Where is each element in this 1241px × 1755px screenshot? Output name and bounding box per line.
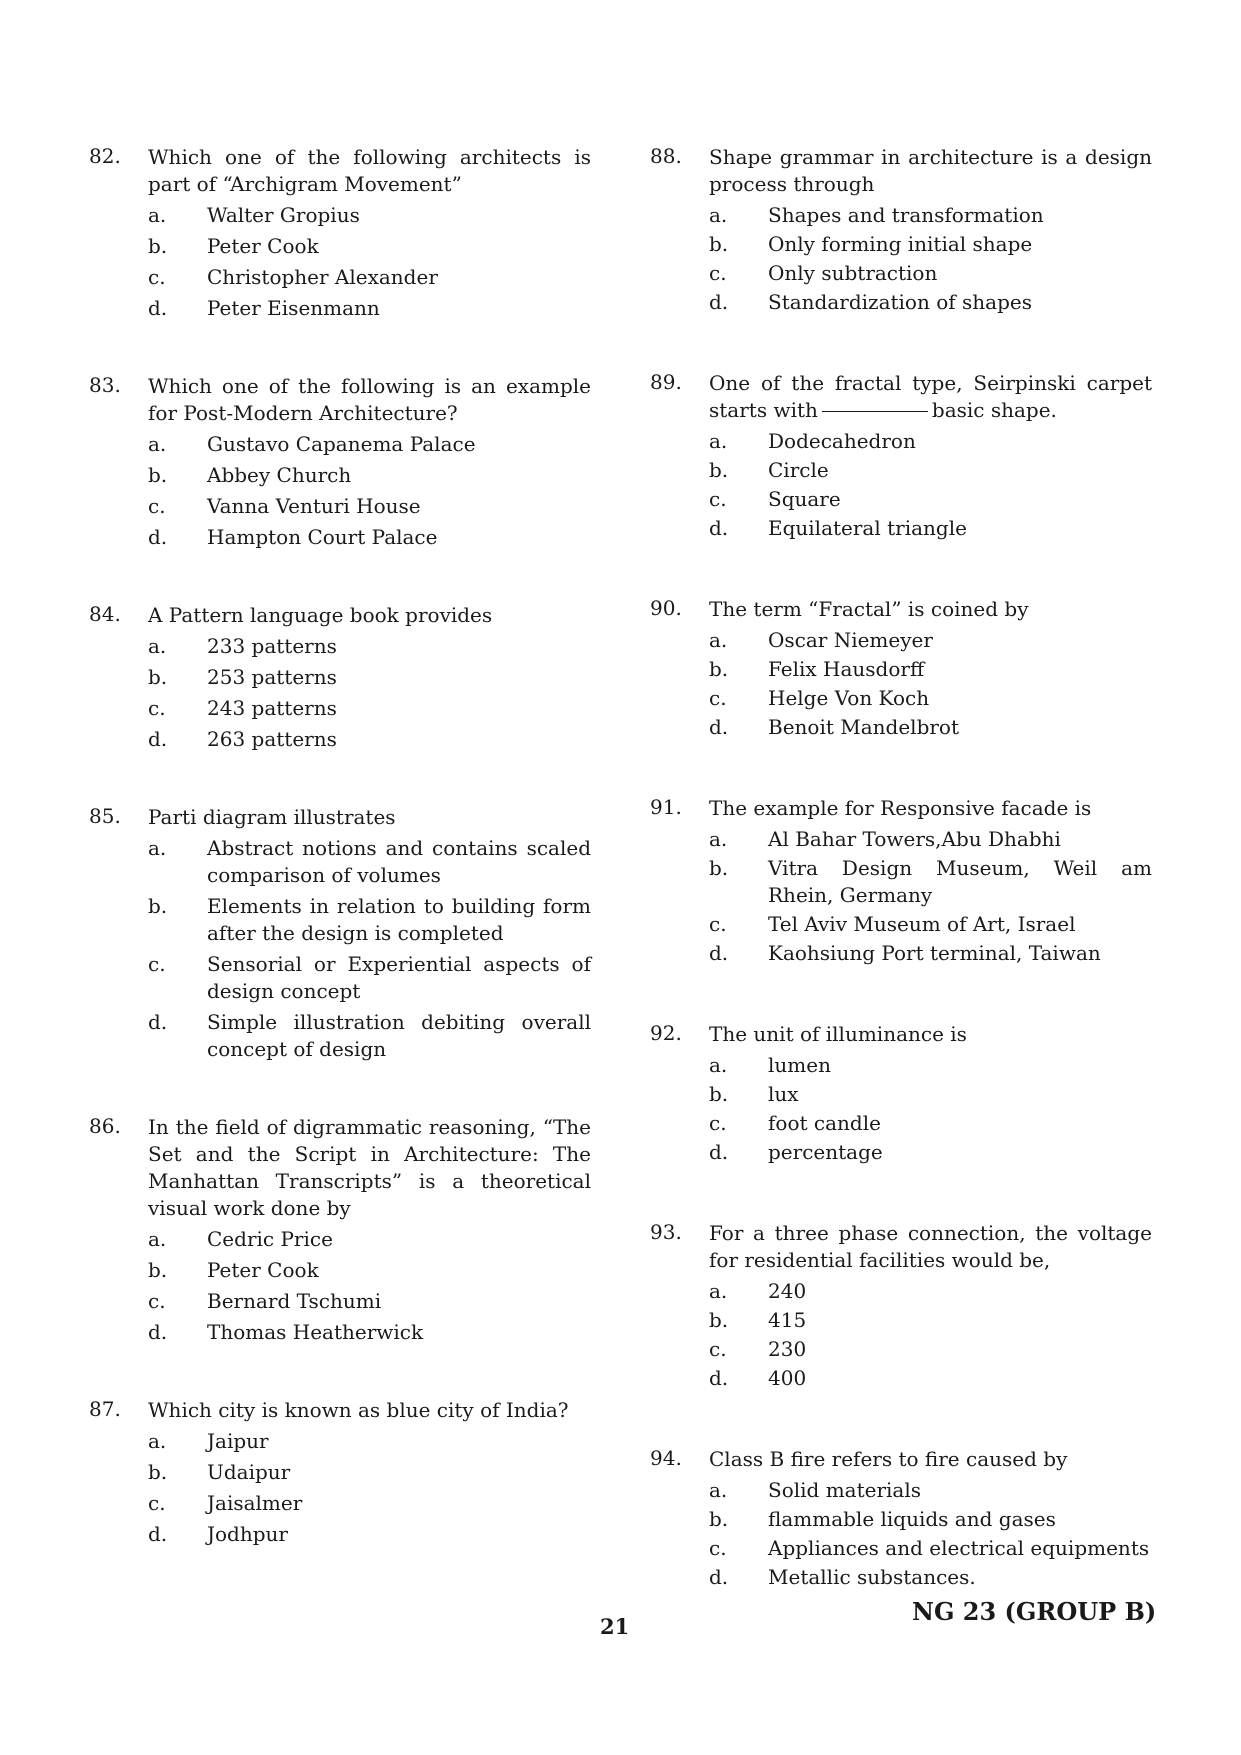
option-label: b.: [148, 1258, 168, 1282]
option-text: Al Bahar Towers,Abu Dhabhi: [768, 827, 1061, 851]
option-c: [148, 951, 591, 1005]
option-label: b.: [709, 1308, 729, 1332]
option-label: d.: [709, 290, 729, 314]
question-number: 85.: [89, 804, 121, 828]
question-number: 88.: [650, 144, 682, 168]
question-number: 90.: [650, 596, 682, 620]
option-text: Bernard Tschumi: [207, 1289, 382, 1313]
option-text: Equilateral triangle: [768, 516, 967, 540]
option-label: c.: [709, 686, 727, 710]
option-text: 240: [768, 1279, 807, 1303]
option-label: c.: [148, 1289, 166, 1313]
question-text-after-blank: basic shape.: [931, 398, 1057, 422]
option-c: [148, 695, 591, 722]
question-89: [650, 370, 1152, 542]
option-text: Elements in relation to building form after the design is completed: [207, 894, 591, 945]
options-list: [709, 428, 1152, 542]
option-text: Abstract notions and contains scaled comparison of volumes: [207, 836, 591, 887]
option-text: Christopher Alexander: [207, 265, 438, 289]
option-a: [148, 1428, 591, 1455]
option-b: [709, 656, 1152, 683]
option-text: Square: [768, 487, 841, 511]
option-text: Abbey Church: [207, 463, 352, 487]
option-text: Hampton Court Palace: [207, 525, 438, 549]
options-list: [709, 202, 1152, 316]
option-text: Benoit Mandelbrot: [768, 715, 960, 739]
option-label: a.: [709, 1478, 728, 1502]
option-label: a.: [709, 628, 728, 652]
option-c: [148, 264, 591, 291]
option-a: [709, 1278, 1152, 1305]
option-d: [709, 1365, 1152, 1392]
question-92: [650, 1021, 1152, 1166]
option-label: d.: [148, 525, 168, 549]
question-85: [89, 804, 591, 1063]
option-text: Felix Hausdorff: [768, 657, 925, 681]
option-b: [148, 233, 591, 260]
options-list: [148, 1428, 591, 1548]
option-text: Peter Cook: [207, 1258, 319, 1282]
option-label: d.: [709, 1366, 729, 1390]
option-text: 243 patterns: [207, 696, 337, 720]
option-text: Jaipur: [207, 1429, 269, 1453]
option-label: b.: [148, 1460, 168, 1484]
option-d: [709, 515, 1152, 542]
page-number: 21: [600, 1614, 630, 1639]
option-text: Standardization of shapes: [768, 290, 1032, 314]
question-number: 91.: [650, 795, 682, 819]
option-b: [709, 457, 1152, 484]
option-c: [709, 486, 1152, 513]
option-d: [148, 1521, 591, 1548]
option-d: [709, 1139, 1152, 1166]
option-text: Kaohsiung Port terminal, Taiwan: [768, 941, 1101, 965]
options-list: [709, 627, 1152, 741]
option-label: a.: [148, 1429, 167, 1453]
option-text: Shapes and transformation: [768, 203, 1044, 227]
question-number: 82.: [89, 144, 121, 168]
question-text: [709, 370, 1152, 424]
question-text: For a three phase connection, the voltage for residential facilities would be,: [709, 1221, 1152, 1272]
options-list: [709, 1278, 1152, 1392]
option-text: percentage: [768, 1140, 883, 1164]
option-c: [709, 1336, 1152, 1363]
question-88: [650, 144, 1152, 316]
option-c: [709, 260, 1152, 287]
option-d: [148, 524, 591, 551]
option-d: [148, 726, 591, 753]
option-c: [709, 911, 1152, 938]
question-number: 84.: [89, 602, 121, 626]
option-label: d.: [709, 715, 729, 739]
option-label: c.: [148, 1491, 166, 1515]
question-number: 87.: [89, 1397, 121, 1421]
option-text: Tel Aviv Museum of Art, Israel: [768, 912, 1076, 936]
option-label: c.: [709, 1536, 727, 1560]
question-text: Parti diagram illustrates: [148, 805, 396, 829]
option-text: Metallic substances.: [768, 1565, 976, 1589]
option-a: [709, 1477, 1152, 1504]
option-d: [148, 1009, 591, 1063]
option-label: d.: [709, 1140, 729, 1164]
option-label: a.: [709, 1053, 728, 1077]
option-label: d.: [148, 1522, 168, 1546]
question-text: Class B fire refers to fire caused by: [709, 1447, 1068, 1471]
option-text: Walter Gropius: [207, 203, 360, 227]
option-a: [148, 633, 591, 660]
option-label: a.: [148, 836, 167, 860]
option-label: d.: [148, 1320, 168, 1344]
question-text-before-blank: One of the fractal type, Seirpinski carpet starts with: [709, 371, 1152, 422]
option-d: [148, 1319, 591, 1346]
question-number: 92.: [650, 1021, 682, 1045]
option-label: b.: [709, 856, 729, 880]
option-a: [709, 826, 1152, 853]
option-label: c.: [148, 696, 166, 720]
option-text: Thomas Heatherwick: [207, 1320, 424, 1344]
question-text: Shape grammar in architecture is a design process through: [709, 145, 1152, 196]
option-a: [709, 627, 1152, 654]
option-text: Oscar Niemeyer: [768, 628, 933, 652]
option-text: Udaipur: [207, 1460, 291, 1484]
option-label: a.: [709, 429, 728, 453]
question-text: The term “Fractal” is coined by: [709, 597, 1029, 621]
option-text: 263 patterns: [207, 727, 337, 751]
left-column: [89, 144, 591, 1552]
option-text: Peter Eisenmann: [207, 296, 380, 320]
question-text: The example for Responsive facade is: [709, 796, 1092, 820]
option-c: [709, 1535, 1152, 1562]
option-label: a.: [148, 1227, 167, 1251]
option-c: [709, 1110, 1152, 1137]
answer-blank: [822, 411, 928, 412]
option-label: b.: [709, 458, 729, 482]
option-b: [148, 1257, 591, 1284]
option-b: [148, 462, 591, 489]
option-b: [709, 1307, 1152, 1334]
question-87: [89, 1397, 591, 1548]
question-number: 89.: [650, 370, 682, 394]
question-text: Which one of the following architects is part of “Archigram Movement”: [148, 145, 591, 196]
option-label: c.: [709, 487, 727, 511]
question-text: In the field of digrammatic reasoning, “The Set and the Script in Architecture: The Manhattan Transcripts” is a theoretical visual work done by: [148, 1115, 591, 1220]
options-list: [148, 202, 591, 322]
option-b: [709, 231, 1152, 258]
option-text: Vanna Venturi House: [207, 494, 421, 518]
option-c: [709, 685, 1152, 712]
option-label: a.: [148, 432, 167, 456]
option-label: c.: [148, 494, 166, 518]
option-text: Vitra Design Museum, Weil am Rhein, Germany: [768, 856, 1152, 907]
options-list: [709, 1052, 1152, 1166]
option-a: [148, 431, 591, 458]
question-83: [89, 373, 591, 551]
option-label: d.: [709, 941, 729, 965]
question-text: A Pattern language book provides: [148, 603, 493, 627]
options-list: [148, 431, 591, 551]
option-label: b.: [148, 894, 168, 918]
option-label: c.: [148, 952, 166, 976]
option-label: d.: [709, 1565, 729, 1589]
option-a: [148, 835, 591, 889]
option-label: b.: [148, 234, 168, 258]
option-b: [148, 1459, 591, 1486]
option-label: a.: [709, 203, 728, 227]
option-label: b.: [148, 665, 168, 689]
option-label: d.: [148, 727, 168, 751]
option-text: Jodhpur: [207, 1522, 288, 1546]
option-label: b.: [709, 657, 729, 681]
question-number: 93.: [650, 1220, 682, 1244]
options-list: [148, 1226, 591, 1346]
question-text: The unit of illuminance is: [709, 1022, 967, 1046]
option-label: c.: [709, 912, 727, 936]
paper-code: NG 23 (GROUP B): [912, 1597, 1157, 1626]
option-text: Only subtraction: [768, 261, 938, 285]
option-b: [709, 1081, 1152, 1108]
option-a: [709, 428, 1152, 455]
option-b: [709, 855, 1152, 909]
option-text: Only forming initial shape: [768, 232, 1033, 256]
option-b: [709, 1506, 1152, 1533]
option-label: b.: [709, 1507, 729, 1531]
option-text: Solid materials: [768, 1478, 921, 1502]
option-text: 400: [768, 1366, 807, 1390]
option-label: a.: [709, 827, 728, 851]
option-label: c.: [709, 1111, 727, 1135]
option-label: b.: [709, 232, 729, 256]
question-84: [89, 602, 591, 753]
question-90: [650, 596, 1152, 741]
question-number: 86.: [89, 1114, 121, 1138]
option-text: Sensorial or Experiential aspects of design concept: [207, 952, 591, 1003]
question-text: Which one of the following is an example for Post-Modern Architecture?: [148, 374, 591, 425]
question-86: [89, 1114, 591, 1346]
options-list: [148, 835, 591, 1063]
question-94: [650, 1446, 1152, 1591]
option-d: [148, 295, 591, 322]
option-c: [148, 493, 591, 520]
option-label: d.: [148, 1010, 168, 1034]
option-label: c.: [148, 265, 166, 289]
option-d: [709, 940, 1152, 967]
option-text: lux: [768, 1082, 799, 1106]
option-label: c.: [709, 261, 727, 285]
question-number: 83.: [89, 373, 121, 397]
options-list: [148, 633, 591, 753]
option-text: 230: [768, 1337, 807, 1361]
option-text: Circle: [768, 458, 829, 482]
option-d: [709, 714, 1152, 741]
option-text: lumen: [768, 1053, 831, 1077]
option-text: 253 patterns: [207, 665, 337, 689]
question-number: 94.: [650, 1446, 682, 1470]
option-b: [148, 664, 591, 691]
option-a: [148, 202, 591, 229]
option-b: [148, 893, 591, 947]
option-label: d.: [148, 296, 168, 320]
option-text: Cedric Price: [207, 1227, 333, 1251]
question-93: [650, 1220, 1152, 1392]
option-label: d.: [709, 516, 729, 540]
option-d: [709, 1564, 1152, 1591]
option-a: [148, 1226, 591, 1253]
option-text: Appliances and electrical equipments: [768, 1536, 1150, 1560]
option-a: [709, 202, 1152, 229]
option-text: Simple illustration debiting overall concept of design: [207, 1010, 591, 1061]
options-list: [709, 826, 1152, 967]
option-text: Dodecahedron: [768, 429, 916, 453]
option-text: Gustavo Capanema Palace: [207, 432, 476, 456]
option-text: Helge Von Koch: [768, 686, 930, 710]
option-a: [709, 1052, 1152, 1079]
option-c: [148, 1288, 591, 1315]
option-label: c.: [709, 1337, 727, 1361]
option-c: [148, 1490, 591, 1517]
question-82: [89, 144, 591, 322]
option-label: b.: [709, 1082, 729, 1106]
option-text: 233 patterns: [207, 634, 337, 658]
question-91: [650, 795, 1152, 967]
option-d: [709, 289, 1152, 316]
option-label: a.: [148, 203, 167, 227]
option-text: flammable liquids and gases: [768, 1507, 1056, 1531]
option-label: a.: [709, 1279, 728, 1303]
right-column: [650, 144, 1152, 1593]
option-label: b.: [148, 463, 168, 487]
question-text: Which city is known as blue city of India?: [148, 1398, 569, 1422]
options-list: [709, 1477, 1152, 1591]
option-label: a.: [148, 634, 167, 658]
option-text: Peter Cook: [207, 234, 319, 258]
option-text: 415: [768, 1308, 807, 1332]
option-text: foot candle: [768, 1111, 881, 1135]
option-text: Jaisalmer: [207, 1491, 303, 1515]
